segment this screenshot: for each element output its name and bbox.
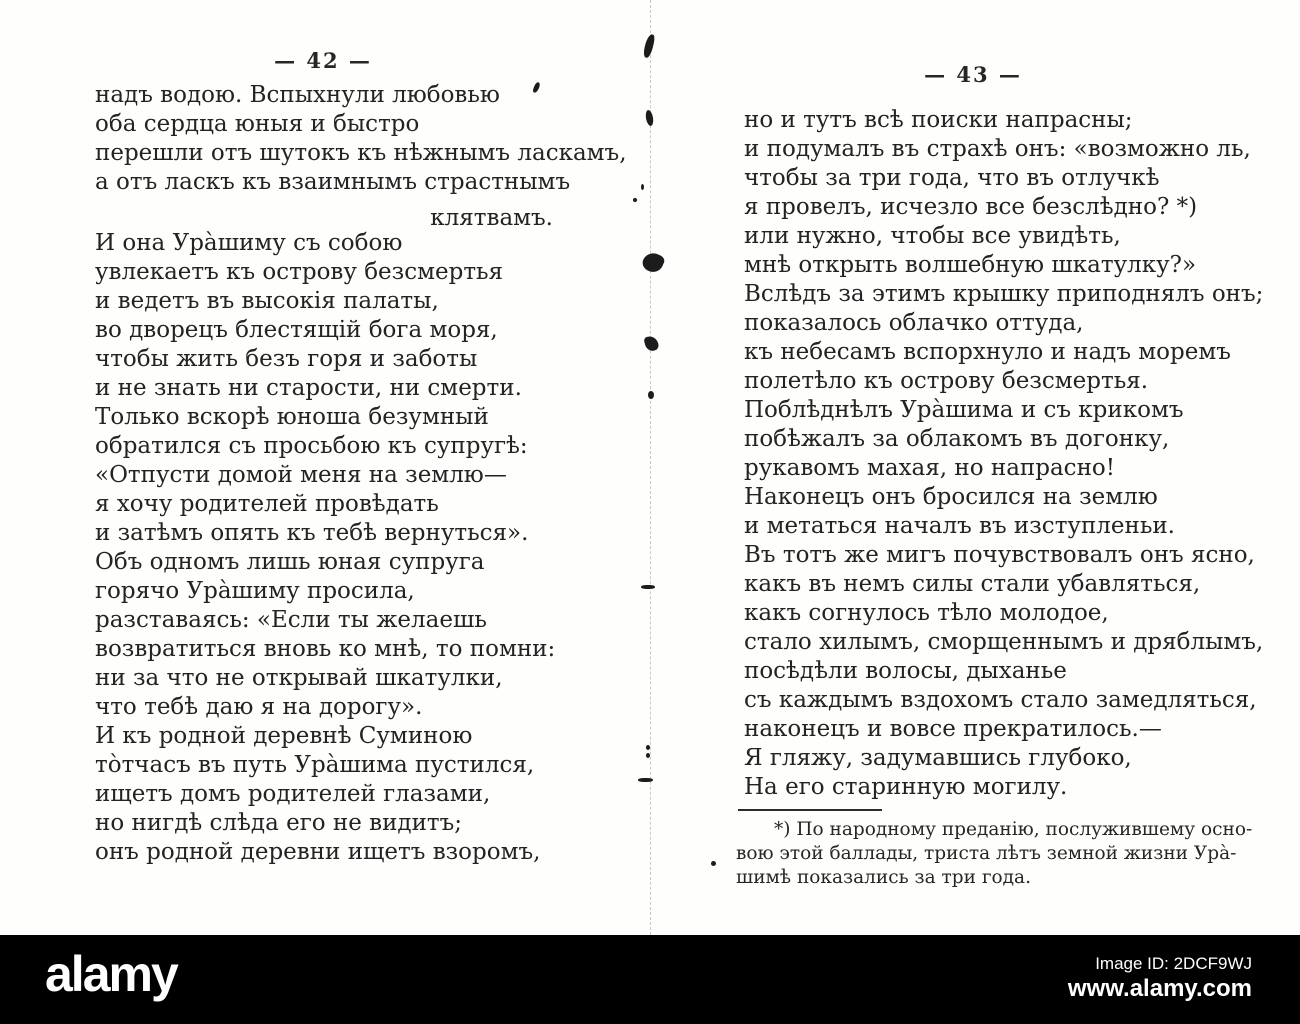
ink-speck — [648, 391, 654, 399]
ink-speck — [641, 184, 644, 190]
ink-speck — [711, 861, 716, 866]
poem-line: я провелъ, исчезло все безслѣдно? *) — [744, 194, 1198, 220]
poem-line: оба сердца юныя и быстро — [95, 111, 420, 137]
poem-line: увлекаетъ къ острову безсмертья — [95, 259, 504, 285]
ink-speck — [645, 110, 655, 127]
poem-line: Въ тотъ же мигъ почувствовалъ онъ ясно, — [744, 542, 1255, 568]
poem-line: стало хилымъ, сморщеннымъ и дряблымъ, — [744, 629, 1264, 655]
poem-line: и метаться началъ въ изступленьи. — [744, 513, 1175, 539]
poem-line: онъ родной деревни ищетъ взоромъ, — [95, 839, 541, 865]
poem-line: ни за что не открывай шкатулки, — [95, 665, 503, 691]
ink-speck — [643, 335, 659, 353]
poem-line: къ небесамъ вспорхнуло и надъ моремъ — [744, 339, 1231, 365]
poem-line: или нужно, чтобы все увидѣть, — [744, 223, 1121, 249]
ink-speck — [641, 585, 655, 589]
poem-line: съ каждымъ вздохомъ стало замедляться, — [744, 687, 1257, 713]
poem-line: я хочу родителей провѣдать — [95, 491, 439, 517]
poem-line: обратился съ просьбою къ супругѣ: — [95, 433, 528, 459]
poem-line: побѣжалъ за облакомъ въ догонку, — [744, 426, 1170, 452]
left-page-hanging-line: клятвамъ. — [430, 205, 553, 231]
poem-line: Объ одномъ лишь юная супруга — [95, 549, 485, 575]
poem-line: Я гляжу, задумавшись глубоко, — [744, 745, 1132, 771]
poem-line: посѣдѣли волосы, дыханье — [744, 658, 1067, 684]
poem-line: Наконецъ онъ бросился на землю — [744, 484, 1158, 510]
poem-line: какъ согнулось тѣло молодое, — [744, 600, 1109, 626]
poem-line: «Отпусти домой меня на землю— — [95, 462, 507, 488]
ink-speck — [633, 198, 637, 202]
poem-line: И къ родной деревнѣ Суминою — [95, 723, 473, 749]
right-page-lines — [744, 106, 1263, 802]
poem-line: и подумалъ въ страхѣ онъ: «возможно ль, — [744, 136, 1251, 162]
poem-line: наконецъ и вовсе прекратилось.— — [744, 716, 1162, 742]
footnote-line: вою этой баллады, триста лѣтъ земной жизни Ура̀- — [736, 843, 1237, 864]
poem-line: рукавомъ махая, но напрасно! — [744, 455, 1115, 481]
footnote-divider — [738, 809, 882, 811]
poem-line: а отъ ласкъ къ взаимнымъ страстнымъ — [95, 169, 571, 195]
footnote-line: шимѣ показались за три года. — [736, 867, 1031, 888]
poem-line: чтобы за три года, что въ отлучкѣ — [744, 165, 1160, 191]
ink-speck — [646, 745, 650, 750]
ink-speck — [646, 753, 650, 758]
ink-speck — [640, 250, 666, 276]
image-id-label: Image ID: 2DCF9WJ — [1095, 954, 1252, 973]
poem-line: Только вскорѣ юноша безумный — [95, 404, 489, 430]
page-fold-line — [650, 0, 651, 935]
left-page-stanza1 — [95, 81, 627, 197]
ink-speck — [642, 33, 656, 58]
alamy-watermark-bar — [0, 935, 1300, 1024]
right-page-number: — 43 — — [924, 62, 1022, 87]
poem-line: горячо Ура̀шиму просила, — [95, 578, 415, 604]
poem-line: что тебѣ даю я на дорогу». — [95, 694, 423, 720]
poem-line: разставаясь: «Если ты желаешь — [95, 607, 487, 633]
poem-line: но и тутъ всѣ поиски напрасны; — [744, 107, 1133, 133]
poem-line: но нигдѣ слѣда его не видитъ; — [95, 810, 463, 836]
poem-line: Вслѣдъ за этимъ крышку приподнялъ онъ; — [744, 281, 1264, 307]
poem-line: какъ въ немъ силы стали убавляться, — [744, 571, 1201, 597]
poem-line: На его старинную могилу. — [744, 774, 1068, 800]
poem-line: полетѣло къ острову безсмертья. — [744, 368, 1149, 394]
poem-line: ищетъ домъ родителей глазами, — [95, 781, 491, 807]
poem-line: во дворецъ блестящій бога моря, — [95, 317, 498, 343]
poem-line: И она Ура̀шиму съ собою — [95, 230, 403, 256]
watermark-info — [1068, 953, 1252, 1003]
poem-line: перешли отъ шутокъ къ нѣжнымъ ласкамъ, — [95, 140, 627, 166]
left-page-number: — 42 — — [274, 48, 372, 73]
poem-line: мнѣ открыть волшебную шкатулку?» — [744, 252, 1197, 278]
alamy-url: www.alamy.com — [1067, 975, 1252, 1002]
left-page-stanza2 — [95, 229, 555, 867]
poem-line: чтобы жить безъ горя и заботы — [95, 346, 478, 372]
poem-line: надъ водою. Вспыхнули любовью — [95, 82, 500, 108]
poem-line: показалось облачко оттуда, — [744, 310, 1084, 336]
ink-speck — [638, 778, 653, 782]
footnote-line: *) По народному преданію, послужившему осно- — [774, 819, 1253, 840]
alamy-logo: alamy — [45, 946, 177, 1002]
poem-line: Поблѣднѣлъ Ура̀шима и съ крикомъ — [744, 397, 1184, 423]
right-page-footnote — [736, 818, 1253, 890]
poem-line: и не знать ни старости, ни смерти. — [95, 375, 522, 401]
poem-line: возвратиться вновь ко мнѣ, то помни: — [95, 636, 556, 662]
poem-line: и затѣмъ опять къ тебѣ вернуться». — [95, 520, 529, 546]
poem-line: и ведетъ въ высокія палаты, — [95, 288, 439, 314]
poem-line: то̀тчасъ въ путь Ура̀шима пустился, — [95, 752, 535, 778]
